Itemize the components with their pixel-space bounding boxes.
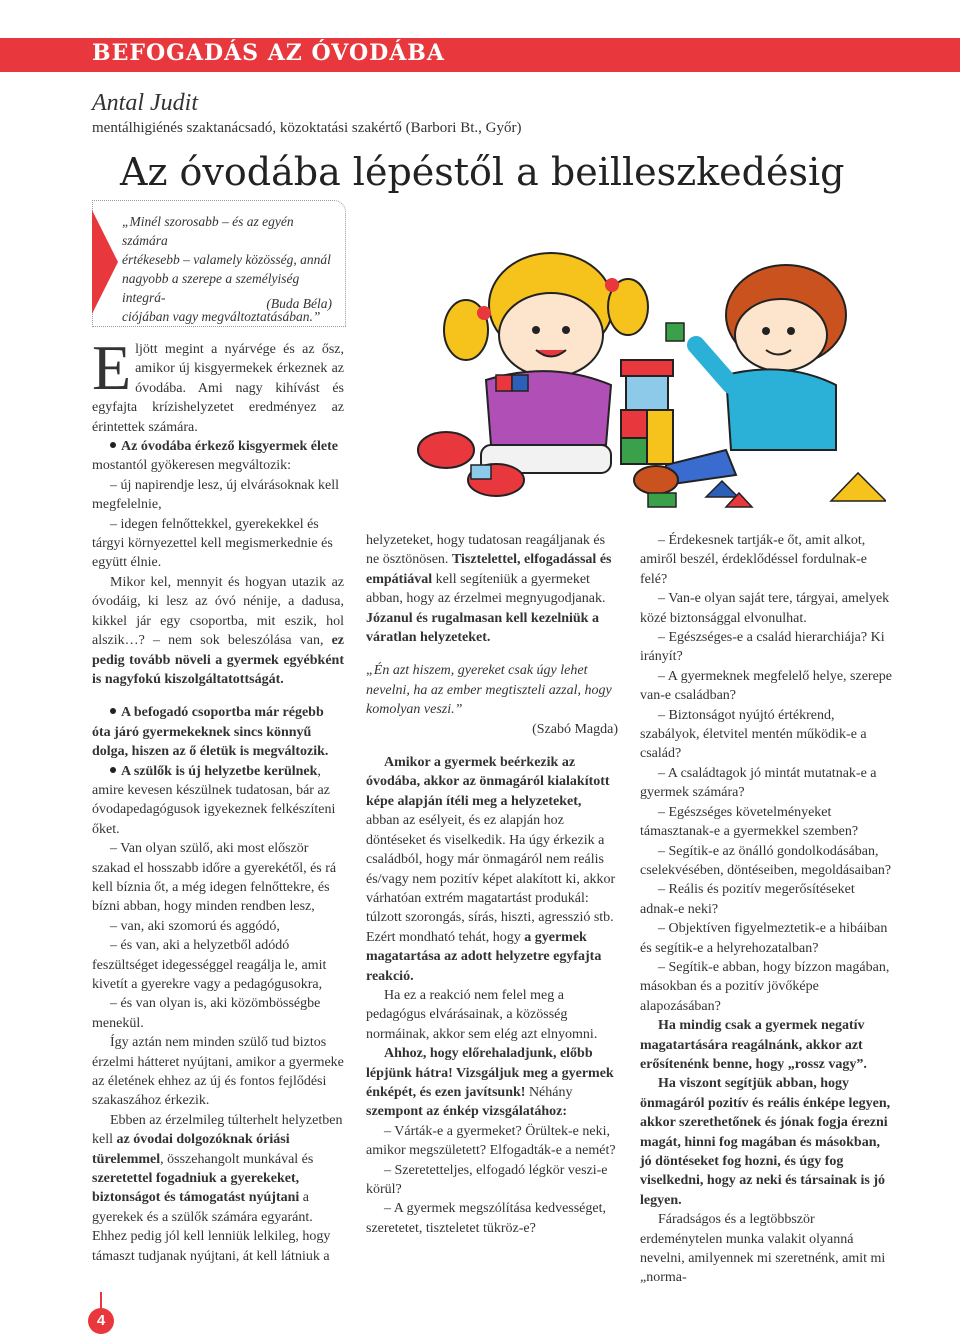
question-item: – A családtagok jó mintát mutatnak-e a gyermek számára? <box>640 765 877 801</box>
page-number: 4 <box>88 1308 114 1334</box>
inline-quote: „Én azt hiszem, gyereket csak úgy lehet nevelni, ha az ember megtiszteli azzal, hogy komolyan veszi.” <box>366 663 612 718</box>
paragraph: – és van olyan is, aki közömbösségbe menekül. <box>92 996 321 1031</box>
paragraph: – van, aki szomorú és aggódó, <box>110 918 280 934</box>
paragraph: Így aztán nem minden szülő tud biztos érzelmi hátteret nyújtani, amikor a gyermeke az életének ehhez az új és fontos fejlődési szakaszához érkezik. <box>92 1035 344 1109</box>
question-item: – Egészséges-e a család hierarchiája? Ki irányít? <box>640 630 885 665</box>
intro-paragraph: Eljött megint a nyárvége és az ősz, amikor új kisgyermekek érkeznek az óvodába. Ami nagy kihívást és egyfajta krízishelyzetet eredményez az érintettek számára. <box>92 332 344 435</box>
paragraph: Fáradságos és a legtöbbször erdeménytelen munka valakit olyanná nevelni, amilyennek mi szeretnénk, amit mi „norma- <box>640 1212 886 1286</box>
question-item: – Reális és pozitív megerősítéseket adnak-e neki? <box>640 882 855 917</box>
paragraph: Ha viszont segítjük abban, hogy önmagáról pozitív és reális énképe legyen, akkor szerethetőnek és jónak fogja érezni magát, hinni fog magában és másokban, jó döntéseket fog hozni, és úgy fog viselkedni, hogy az neki és társainak is jó legyen. <box>640 1076 891 1208</box>
question-item: – Objektíven figyelmeztetik-e a hibáiban és segítik-e a helyrehozatalban? <box>640 921 888 956</box>
opening-quote: „Minél szorosabb – és az egyén számára értékesebb – valamely közösség, annál nagyobb a szerepe a személyiség integrá- ciójában vagy megváltoztatásában.” <box>122 214 331 324</box>
quote-arrow-icon <box>92 210 118 314</box>
question-item: – Biztonságot nyújtó értékrend, szabályok, életvitel mentén működik-e a család? <box>640 707 867 762</box>
question-item: – Várták-e a gyermeket? Örültek-e neki, amikor megszületett? Elfogadták-e a nemét? <box>366 1123 616 1159</box>
question-item: – Segítik-e abban, hogy bízzon magában, másokban és a pozitív jövőképe alapozásában? <box>640 959 890 1014</box>
question-item: – Egészséges követelményeket támasztanak-e a gyermekkel szemben? <box>640 804 859 840</box>
dash-item: – új napirendje lesz, új elvárásoknak kell megfelelnie, <box>92 477 339 513</box>
question-item: – Segítik-e az önálló gondolkodásában, cselekvésében, döntéseiben, megoldásaiban? <box>640 843 892 878</box>
bullet-icon <box>110 442 116 448</box>
paragraph: – Van olyan szülő, aki most először szakad el hosszabb időre a gyerekétől, és rá kell bíznia őt, a még idegen felnőttekre, és bízni abban, hogy minden rendben lesz, <box>92 841 337 915</box>
page-number-stripe <box>100 1292 102 1308</box>
column-1 <box>92 332 344 1266</box>
paragraph: Ahhoz, hogy előrehaladjunk, előbb lépjünk hátra! Vizsgáljuk meg a gyermek énképét, és ezen javítsunk! Néhány szempont az énkép vizsgálatához: <box>366 1046 614 1120</box>
paragraph: Amikor a gyermek beérkezik az óvodába, akkor az önmagáról kialakított képe alapján ítéli meg a helyzeteket, abban az esélyeit, és ez alapján hoz döntéseket és viselkedik. Ha úgy érkezik a családból, hogy már önmagáról nem reális és/vagy nem pozitív képet alakított ki, akkor várhatóan extrém magatartást produkál: túlzott szorongás, sírás, hiszti, agresszió stb. Ezért mondható tehát, hogy a gyermek magatartása az adott helyzetre egyfajta reakció. <box>366 755 616 984</box>
question-item: – Szeretetteljes, elfogadó légkör veszi-e körül? <box>366 1162 608 1197</box>
author-name: Antal Judit <box>92 90 198 116</box>
section-title: BEFOGADÁS AZ ÓVODÁBA <box>92 40 445 66</box>
paragraph: – és van, aki a helyzetből adódó feszültséget idegességgel reagálja le, amit kivetít a gyerekre vagy a pedagógusokra, <box>92 938 327 992</box>
author-affiliation: mentálhigiénés szaktanácsadó, közoktatási szakértő (Barbori Bt., Győr) <box>92 120 522 136</box>
question-item: – A gyermeknek megfelelő helye, szerepe van-e családban? <box>640 668 893 704</box>
question-item: – Van-e olyan saját tere, tárgyai, amelyek közé biztonsággal elvonulhat. <box>640 591 890 626</box>
column-2 <box>366 531 618 1238</box>
paragraph: Ha ez a reakció nem felel meg a pedagógus elvárásainak, a közösség normáinak, akkor sem elég azt elnyomni. <box>366 987 598 1042</box>
quote-author: (Buda Béla) <box>266 296 332 311</box>
dash-item: – idegen felnőttekkel, gyerekekkel és tárgyi környezettel kell megismerkednie és együtt élnie. <box>92 516 333 571</box>
children-playing-blocks-illustration <box>366 235 886 525</box>
article-title: Az óvodába lépéstől a beilleszkedésig <box>120 150 845 194</box>
drop-cap: E <box>92 332 132 403</box>
question-item: – A gyermek megszólítása kedvességet, szeretetet, tiszteletet tükröz-e? <box>366 1201 606 1236</box>
paragraph: Ha mindig csak a gyermek negatív magatartására reagálnánk, akkor azt erősítenénk benne, hogy „rossz vagy”. <box>640 1018 867 1072</box>
bullet-icon <box>110 708 116 714</box>
inline-quote-author: (Szabó Magda) <box>532 721 618 737</box>
bullet-icon <box>110 767 116 773</box>
paragraph: helyzeteket, hogy tudatosan reagáljanak és ne ösztönösen. Tisztelettel, elfogadással és empátiával kell segíteniük a gyermeket abban, hogy az érzelmei megnyugodjanak. Józanul és rugalmasan kell kezelniük a váratlan helyzeteket. <box>366 533 612 646</box>
bullet-3: A szülők is új helyzetbe kerülnek, amire kevesen készülnek tudatosan, bár az óvodapedagógusok igyekeznek felkészíteni őket. <box>92 763 336 837</box>
paragraph: Ebben az érzelmileg túlterhelt helyzetben kell az óvodai dolgozóknak óriási türelemmel, összehangolt munkával és szeretettel fogadniuk a gyerekeket, biztonságot és támogatást nyújtani a gyerekek és a szülők számára egyaránt. Ehhez pedig jól kell lenniük lelkileg, hogy támaszt tudjanak nyújtani, át kell látniuk a <box>92 1112 343 1264</box>
question-item: – Érdekesnek tartják-e őt, amit alkot, amiről beszél, érdeklődéssel fordulnak-e felé? <box>640 533 868 587</box>
bullet-1: Az óvodába érkező kisgyermek élete mostantól gyökeresen megváltozik: <box>92 439 338 474</box>
column-3 <box>640 531 892 1288</box>
bullet-2: A befogadó csoportba már régebb óta járó gyermekeknek sincs könnyű dolga, hiszen az ő életük is megváltozik. <box>92 705 329 760</box>
paragraph: Mikor kel, mennyit és hogyan utazik az óvodáig, ki lesz az óvó nénije, a dadusa, kikkel jár egy csoportba, mit eszik, hol alszik…? – nem sok beleszólása van, ez pedig tovább növeli a gyermek egyébként is nagyfokú kiszolgáltatottságát. <box>92 574 344 687</box>
